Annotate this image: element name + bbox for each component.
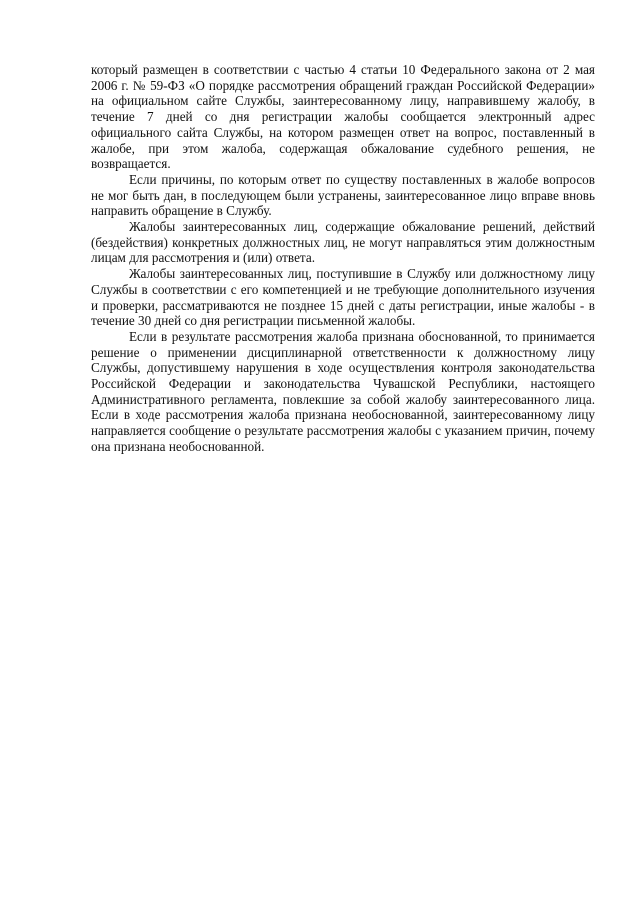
document-body	[91, 62, 595, 455]
paragraph-4: Жалобы заинтересованных лиц, поступившие в Службу или должностному лицу Службы в соответствии с его компетенцией и не требующие дополнительного изучения и проверки, рассматриваются не позднее 15 дней с даты регистрации, иные жалобы - в течение 30 дней со дня регистрации письменной жалобы.	[91, 266, 595, 329]
paragraph-3: Жалобы заинтересованных лиц, содержащие обжалование решений, действий (бездействия) конкретных должностных лиц, не могут направляться этим должностным лицам для рассмотрения и (или) ответа.	[91, 219, 595, 266]
paragraph-2: Если причины, по которым ответ по существу поставленных в жалобе вопросов не мог быть дан, в последующем были устранены, заинтересованное лицо вправе вновь направить обращение в Службу.	[91, 171, 595, 219]
paragraph-1-continuation: который размещен в соответствии с частью 4 статьи 10 Федерального закона от 2 мая 2006 г. № 59-ФЗ «О порядке рассмотрения обращений граждан Российской Федерации» на официальном сайте Службы, заинтересованному лицу, направившему жалобу, в течение 7 дней со дня регистрации жалобы сообщается электронный адрес официального сайта Службы, на котором размещен ответ на вопрос, поставленный в жалобе, при этом жалоба, содержащая обжалование судебного решения, не возвращается.	[91, 62, 595, 172]
paragraph-5: Если в результате рассмотрения жалоба признана обоснованной, то принимается решение о применении дисциплинарной ответственности к должностному лицу Службы, допустившему нарушения в ходе осуществления контроля законодательства Российской Федерации и законодательства Чувашской Республики, настоящего Административного регламента, повлекшие за собой жалобу заинтересованного лица. Если в ходе рассмотрения жалоба признана необоснованной, заинтересованному лицу направляется сообщение о результате рассмотрения жалобы с указанием причин, почему она признана необоснованной.	[91, 328, 595, 454]
